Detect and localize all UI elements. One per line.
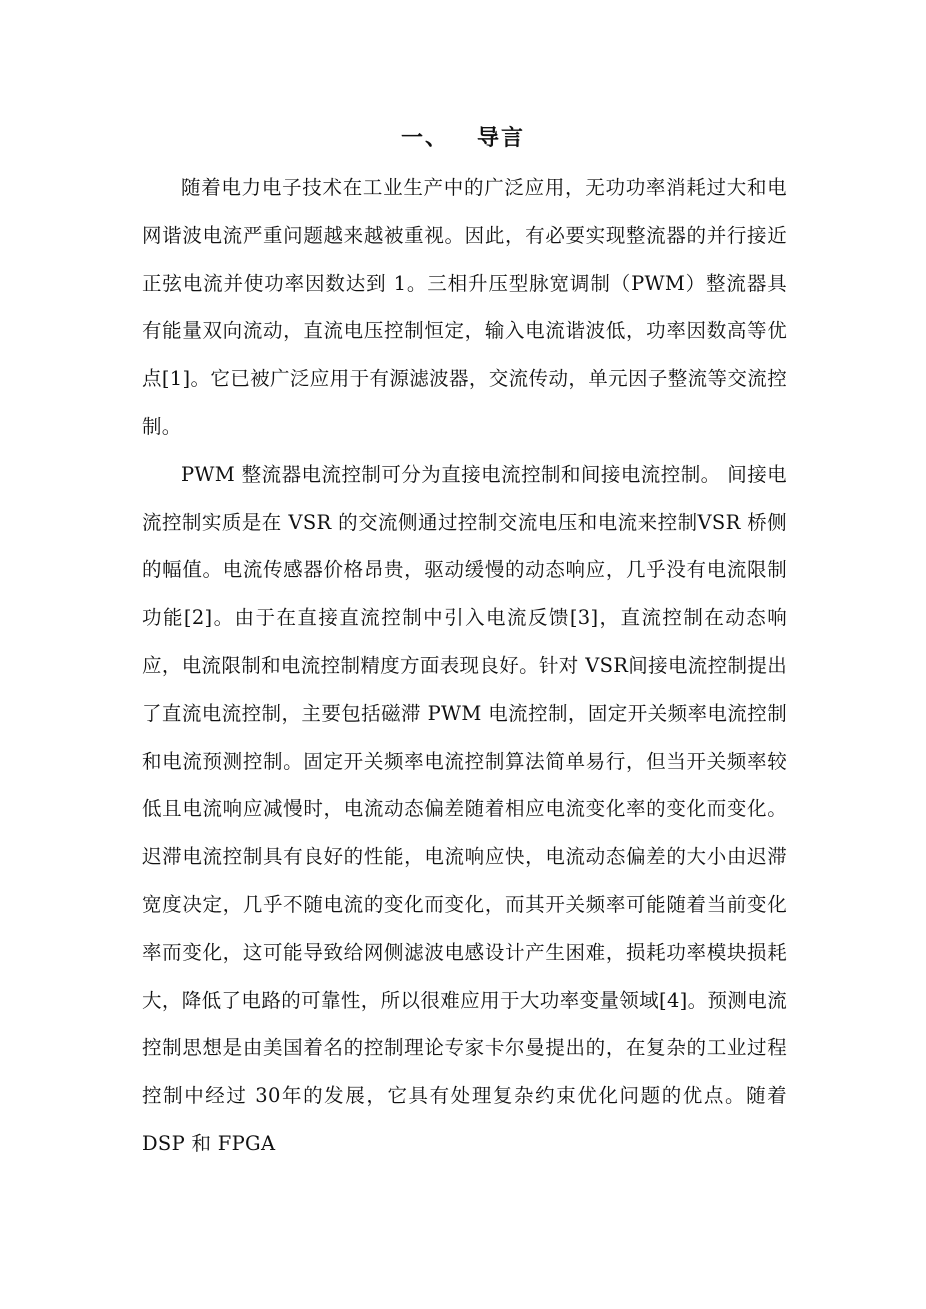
section-number: 一、: [400, 125, 449, 151]
section-heading: [0, 118, 926, 158]
paragraph-current-control: PWM 整流器电流控制可分为直接电流控制和间接电流控制。 间接电流控制实质是在 VSR 的交流侧通过控制交流电压和电流来控制VSR 桥侧的幅值。电流传感器价格昂贵，驱动缓慢的动态响应，几乎没有电流限制功能[2]。由于在直接直流控制中引入电流反馈[3]，直流控制在动态响应，电流限制和电流控制精度方面表现良好。针对 VSR间接电流控制提出了直流电流控制，主要包括磁滞 PWM 电流控制，固定开关频率电流控制和电流预测控制。固定开关频率电流控制算法简单易行，但当开关频率较低且电流响应减慢时，电流动态偏差随着相应电流变化率的变化而变化。迟滞电流控制具有良好的性能，电流响应快，电流动态偏差的大小由迟滞宽度决定，几乎不随电流的变化而变化，而其开关频率可能随着当前变化率而变化，这可能导致给网侧滤波电感设计产生困难，损耗功率模块损耗大，降低了电路的可靠性，所以很难应用于大功率变量领域[4]。预测电流控制思想是由美国着名的控制理论专家卡尔曼提出的，在复杂的工业过程控制中经过 30年的发展，它具有处理复杂约束优化问题的优点。随着 DSP 和 FPGA: [142, 462, 787, 1155]
section-title: 导言: [477, 125, 526, 151]
paragraph-introduction: 随着电力电子技术在工业生产中的广泛应用，无功功率消耗过大和电网谐波电流严重问题越来越被重视。因此，有必要实现整流器的并行接近正弦电流并使功率因数达到 1。三相升压型脉宽调制（PWM）整流器具有能量双向流动，直流电压控制恒定，输入电流谐波低，功率因数高等优点[1]。它已被广泛应用于有源滤波器，交流传动，单元因子整流等交流控制。: [142, 176, 787, 438]
document-body: [142, 164, 787, 1168]
